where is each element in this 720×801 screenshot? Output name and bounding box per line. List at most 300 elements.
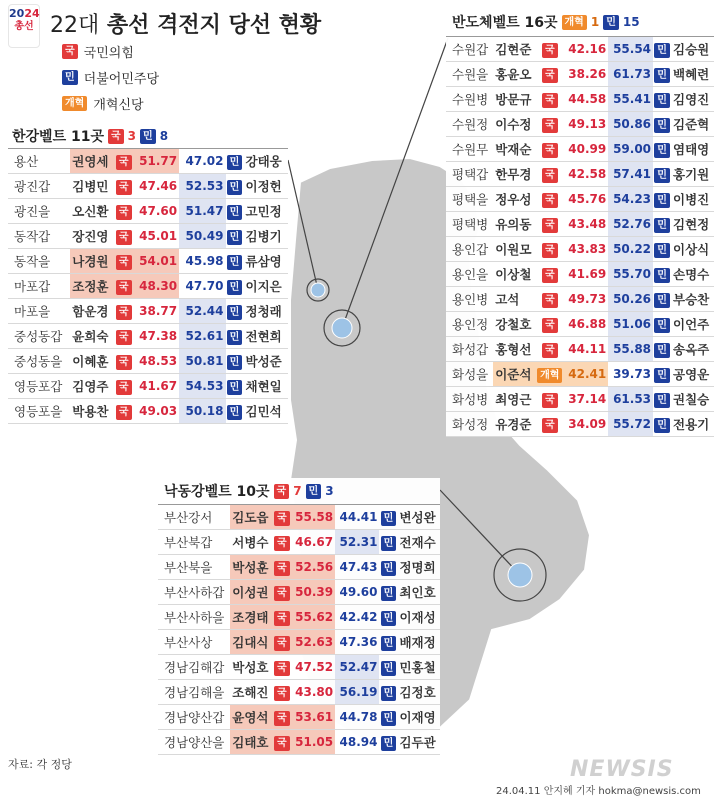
kuk-badge [273,680,291,705]
table-row [8,149,288,174]
min-badge [379,730,397,755]
min-count: 15 [622,15,640,29]
district-name: 부산북을 [158,555,230,580]
district-name: 용인정 [446,312,493,337]
min-badge [226,349,244,374]
left-candidate-name: 김대식 [230,630,273,655]
kuk-badge [115,224,133,249]
district-name: 경남김해을 [158,680,230,705]
min-badge [379,680,397,705]
min-badge [379,530,397,555]
kuk-badge [273,630,291,655]
min-badge [379,555,397,580]
left-candidate-name: 강철호 [493,312,536,337]
right-vote-share: 50.18 [179,399,225,424]
min-badge: 민 [227,255,243,270]
right-vote-share: 52.53 [179,174,225,199]
district-name: 광진갑 [8,174,70,199]
kuk-badge [536,412,563,437]
right-candidate-name: 박성준 [244,349,289,374]
district-name: 용산 [8,149,70,174]
right-vote-share: 49.60 [335,580,379,605]
min-badge [379,580,397,605]
right-candidate-name: 배재정 [397,630,440,655]
nakdong-table [158,504,440,755]
left-candidate-name: 홍윤오 [493,62,536,87]
right-candidate-name: 이재성 [397,605,440,630]
kuk-badge: 국 [274,636,290,651]
min-badge: 민 [381,536,397,551]
table-row [446,287,714,312]
right-candidate-name: 이지은 [244,274,289,299]
kuk-badge [536,262,563,287]
min-badge [653,137,671,162]
min-badge [653,387,671,412]
gae-badge [536,362,563,387]
min-badge: 민 [227,355,243,370]
min-badge [226,249,244,274]
table-row [158,680,440,705]
right-candidate-name: 김민석 [244,399,289,424]
right-candidate-name: 민홍철 [397,655,440,680]
right-vote-share: 59.00 [608,137,653,162]
min-badge: 민 [381,586,397,601]
left-vote-share: 46.88 [563,312,608,337]
district-name: 수원갑 [446,37,493,62]
kuk-badge: 국 [116,380,132,395]
right-candidate-name: 강태웅 [244,149,289,174]
left-candidate-name: 조정훈 [70,274,114,299]
left-candidate-name: 나경원 [70,249,114,274]
left-candidate-name: 장진영 [70,224,114,249]
right-candidate-name: 부승찬 [671,287,714,312]
table-row [158,530,440,555]
left-candidate-name: 박성훈 [230,555,273,580]
kuk-badge: 국 [542,393,558,408]
left-candidate-name: 김병민 [70,174,114,199]
district-name: 용인갑 [446,237,493,262]
legend-kuk [62,42,134,61]
right-candidate-name: 전현희 [244,324,289,349]
gae-badge: 개혁 [562,15,587,30]
min-badge [226,174,244,199]
table-row [8,374,288,399]
right-candidate-name: 채현일 [244,374,289,399]
min-badge: 민 [654,293,670,308]
min-badge [653,62,671,87]
kuk-count: 3 [127,129,137,143]
min-count: 3 [325,484,334,498]
right-vote-share: 45.98 [179,249,225,274]
min-badge: 민 [654,368,670,383]
min-badge [226,299,244,324]
table-row [8,349,288,374]
kuk-badge: 국 [274,661,290,676]
gae-badge: 개혁 [62,96,87,111]
hangang-marker-dot [311,283,325,297]
right-candidate-name: 김현정 [671,212,714,237]
table-row [446,112,714,137]
min-badge: 민 [654,118,670,133]
min-badge [379,655,397,680]
table-row [446,137,714,162]
left-vote-share: 49.73 [563,287,608,312]
left-vote-share: 40.99 [563,137,608,162]
table-row [446,87,714,112]
right-vote-share: 50.81 [179,349,225,374]
left-vote-share: 43.83 [563,237,608,262]
district-name: 영등포갑 [8,374,70,399]
right-vote-share: 48.94 [335,730,379,755]
right-vote-share: 44.41 [335,505,379,530]
min-badge [653,262,671,287]
title-main: 총선 격전지 당선 현황 [106,13,322,38]
min-badge: 민 [227,155,243,170]
right-candidate-name: 정청래 [244,299,289,324]
right-vote-share: 39.73 [608,362,653,387]
kuk-badge: 국 [542,43,558,58]
kuk-badge: 국 [116,280,132,295]
min-badge [226,374,244,399]
hangang-title [8,124,288,148]
kuk-badge [536,312,563,337]
left-candidate-name: 윤영석 [230,705,273,730]
right-candidate-name: 이재영 [397,705,440,730]
district-name: 부산사상 [158,630,230,655]
left-vote-share: 37.14 [563,387,608,412]
right-candidate-name: 염태영 [671,137,714,162]
right-candidate-name: 전재수 [397,530,440,555]
table-row [158,580,440,605]
district-name: 수원정 [446,112,493,137]
left-candidate-name: 조경태 [230,605,273,630]
logo-year: 2024 [9,7,40,20]
kuk-badge: 국 [116,330,132,345]
left-vote-share: 54.01 [133,249,179,274]
kuk-badge: 국 [542,418,558,433]
right-candidate-name: 이병진 [671,187,714,212]
left-candidate-name: 박재순 [493,137,536,162]
district-name: 영등포을 [8,399,70,424]
kuk-badge: 국 [116,255,132,270]
left-candidate-name: 오신환 [70,199,114,224]
bandoche-table [446,36,714,437]
left-candidate-name: 고석 [493,287,536,312]
left-vote-share: 41.69 [563,262,608,287]
right-candidate-name: 홍기원 [671,162,714,187]
bandoche-panel [446,8,714,437]
district-name: 화성정 [446,412,493,437]
right-vote-share: 54.53 [179,374,225,399]
left-vote-share: 43.80 [291,680,335,705]
right-candidate-name: 김정호 [397,680,440,705]
min-badge: 민 [227,180,243,195]
table-row [8,249,288,274]
kuk-badge [273,555,291,580]
kuk-badge [115,274,133,299]
min-badge: 민 [654,393,670,408]
min-badge: 민 [227,205,243,220]
left-candidate-name: 이원모 [493,237,536,262]
kuk-badge: 국 [116,155,132,170]
table-row [446,212,714,237]
kuk-badge: 국 [274,484,290,499]
table-row [446,312,714,337]
min-badge [653,337,671,362]
right-vote-share: 52.44 [179,299,225,324]
legend-label: 국민의힘 [83,46,134,61]
left-vote-share: 42.16 [563,37,608,62]
right-vote-share: 44.78 [335,705,379,730]
panel-title-text: 낙동강벨트 10곳 [164,484,270,500]
kuk-badge [536,287,563,312]
left-vote-share: 55.62 [291,605,335,630]
min-badge: 민 [654,93,670,108]
min-badge: 민 [654,43,670,58]
district-name: 광진을 [8,199,70,224]
right-vote-share: 61.53 [608,387,653,412]
min-badge: 민 [381,636,397,651]
right-vote-share: 51.47 [179,199,225,224]
left-candidate-name: 김현준 [493,37,536,62]
right-vote-share: 57.41 [608,162,653,187]
kuk-badge: 국 [542,318,558,333]
kuk-badge [273,605,291,630]
left-vote-share: 44.11 [563,337,608,362]
min-badge: 민 [227,380,243,395]
nakdong-panel [158,478,440,755]
table-row [8,174,288,199]
right-vote-share: 47.43 [335,555,379,580]
left-vote-share: 42.58 [563,162,608,187]
left-vote-share: 46.67 [291,530,335,555]
kuk-badge [273,580,291,605]
min-badge: 민 [227,230,243,245]
table-row [158,505,440,530]
min-badge: 민 [603,15,619,30]
kuk-badge: 국 [274,561,290,576]
min-badge: 민 [654,168,670,183]
legend-gae [62,94,144,113]
gae-count: 1 [590,15,600,29]
min-badge [379,705,397,730]
min-badge [226,324,244,349]
min-badge: 민 [654,243,670,258]
kuk-badge: 국 [108,129,124,144]
kuk-badge [536,337,563,362]
table-row [158,555,440,580]
kuk-badge: 국 [542,93,558,108]
left-vote-share: 49.03 [133,399,179,424]
right-candidate-name: 전용기 [671,412,714,437]
table-row [158,705,440,730]
bandoche-title [446,8,714,36]
table-row [446,387,714,412]
min-badge [226,399,244,424]
min-badge: 민 [227,305,243,320]
table-row [446,362,714,387]
legend-label: 더불어민주당 [83,72,160,87]
right-vote-share: 52.47 [335,655,379,680]
district-name: 부산사하갑 [158,580,230,605]
panel-title-text: 반도체벨트 16곳 [452,15,558,31]
right-candidate-name: 최인호 [397,580,440,605]
kuk-badge [115,324,133,349]
kuk-badge [115,174,133,199]
left-vote-share: 48.53 [133,349,179,374]
kuk-badge [115,299,133,324]
table-row [8,324,288,349]
kuk-badge [536,62,563,87]
left-vote-share: 49.13 [563,112,608,137]
kuk-badge: 국 [62,44,78,59]
district-name: 수원병 [446,87,493,112]
nakdong-title [158,478,440,504]
min-badge [379,605,397,630]
kuk-badge: 국 [542,143,558,158]
min-badge [653,312,671,337]
kuk-badge [536,212,563,237]
legend-min [62,68,159,87]
kuk-badge: 국 [542,118,558,133]
right-vote-share: 55.70 [608,262,653,287]
kuk-badge [536,187,563,212]
left-candidate-name: 김영주 [70,374,114,399]
left-candidate-name: 조해진 [230,680,273,705]
left-vote-share: 50.39 [291,580,335,605]
nakdong-marker-dot [508,563,532,587]
kuk-badge: 국 [542,218,558,233]
right-candidate-name: 류삼영 [244,249,289,274]
right-candidate-name: 김영진 [671,87,714,112]
min-badge: 민 [381,711,397,726]
left-vote-share: 47.46 [133,174,179,199]
right-vote-share: 47.02 [179,149,225,174]
right-vote-share: 50.86 [608,112,653,137]
district-name: 동작갑 [8,224,70,249]
table-row [8,399,288,424]
kuk-badge [536,87,563,112]
source-note: 자료: 각 정당 [8,758,72,771]
right-candidate-name: 이정헌 [244,174,289,199]
kuk-badge [115,249,133,274]
left-vote-share: 53.61 [291,705,335,730]
table-row [8,274,288,299]
min-badge: 민 [654,193,670,208]
right-candidate-name: 정명희 [397,555,440,580]
min-badge: 민 [227,280,243,295]
kuk-badge [536,387,563,412]
kuk-badge: 국 [542,193,558,208]
left-candidate-name: 이성권 [230,580,273,605]
left-vote-share: 55.58 [291,505,335,530]
right-vote-share: 47.36 [335,630,379,655]
min-badge [379,630,397,655]
left-candidate-name: 이준석 [493,362,536,387]
left-candidate-name: 서병수 [230,530,273,555]
kuk-badge: 국 [116,180,132,195]
kuk-badge: 국 [116,405,132,420]
kuk-badge [273,505,291,530]
left-candidate-name: 이수정 [493,112,536,137]
right-vote-share: 50.49 [179,224,225,249]
min-badge: 민 [654,418,670,433]
kuk-badge: 국 [274,536,290,551]
district-name: 동작을 [8,249,70,274]
kuk-badge: 국 [542,243,558,258]
min-badge [226,149,244,174]
table-row [158,630,440,655]
right-vote-share: 55.54 [608,37,653,62]
left-candidate-name: 이혜훈 [70,349,114,374]
left-vote-share: 52.63 [291,630,335,655]
right-vote-share: 52.31 [335,530,379,555]
kuk-badge [273,730,291,755]
right-candidate-name: 변성완 [397,505,440,530]
kuk-badge: 국 [116,205,132,220]
district-name: 용인병 [446,287,493,312]
right-vote-share: 52.76 [608,212,653,237]
left-vote-share: 34.09 [563,412,608,437]
left-vote-share: 51.05 [291,730,335,755]
left-vote-share: 44.58 [563,87,608,112]
left-vote-share: 38.26 [563,62,608,87]
bandoche-marker-dot [332,318,352,338]
kuk-badge [115,374,133,399]
left-candidate-name: 김태호 [230,730,273,755]
district-name: 평택갑 [446,162,493,187]
table-row [8,199,288,224]
min-badge: 민 [381,511,397,526]
district-name: 마포을 [8,299,70,324]
min-badge: 민 [381,736,397,751]
credit-line: 24.04.11 안지혜 기자 hokma@newsis.com [496,786,701,797]
right-vote-share: 55.41 [608,87,653,112]
min-badge: 민 [140,129,156,144]
title-prefix: 22대 [50,13,100,38]
kuk-badge [536,37,563,62]
table-row [158,730,440,755]
right-vote-share: 61.73 [608,62,653,87]
kuk-badge [536,237,563,262]
kuk-badge: 국 [274,736,290,751]
min-badge [653,112,671,137]
newsis-watermark: NEWSIS [570,757,674,782]
right-candidate-name: 이언주 [671,312,714,337]
district-name: 경남양산을 [158,730,230,755]
right-candidate-name: 송옥주 [671,337,714,362]
district-name: 경남양산갑 [158,705,230,730]
right-vote-share: 42.42 [335,605,379,630]
left-vote-share: 43.48 [563,212,608,237]
kuk-badge: 국 [542,168,558,183]
right-candidate-name: 김두관 [397,730,440,755]
min-badge [653,187,671,212]
left-candidate-name: 권영세 [70,149,114,174]
left-vote-share: 47.38 [133,324,179,349]
election-logo [8,4,40,48]
left-vote-share: 47.52 [291,655,335,680]
kuk-count: 7 [293,484,302,498]
left-candidate-name: 최영근 [493,387,536,412]
table-row [446,412,714,437]
left-vote-share: 41.67 [133,374,179,399]
district-name: 화성병 [446,387,493,412]
left-vote-share: 48.30 [133,274,179,299]
district-name: 화성을 [446,362,493,387]
left-candidate-name: 홍형선 [493,337,536,362]
left-vote-share: 38.77 [133,299,179,324]
